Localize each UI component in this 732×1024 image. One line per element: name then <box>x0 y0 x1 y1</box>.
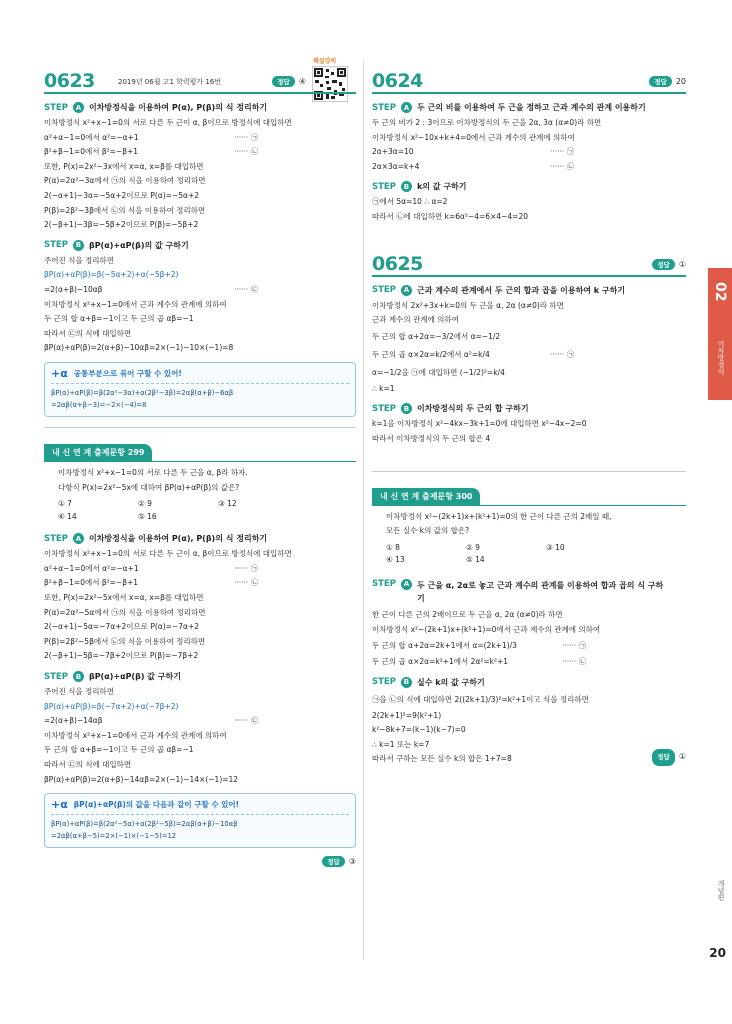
solution-line <box>372 313 686 328</box>
line-text: βP(α)+αP(β)=β(−7α+2)+α(−7β+2) <box>44 701 179 711</box>
solution-line <box>372 709 686 724</box>
equation-marker: ······ ㉢ <box>234 284 259 294</box>
line-text: 주어진 식을 정리하면 <box>44 255 114 265</box>
step-a-body <box>44 547 356 664</box>
line-text: α=−1/2을 ㉠에 대입하면 (−1/2)²=k/4 <box>372 367 505 377</box>
step-title: k의 값 구하기 <box>416 182 467 192</box>
choice-2[interactable]: ② 9 <box>138 499 152 509</box>
line-text: ㉠에서 5α=10 ∴ α=2 <box>372 197 448 207</box>
tip-line: =2αβ(α+β−3)=−2×(−4)=8 <box>51 400 147 409</box>
step-b-heading <box>372 677 686 688</box>
solution-line <box>372 637 686 655</box>
line-text: α²+α−1=0에서 α²=−α+1 <box>44 132 139 142</box>
solution-line <box>372 738 686 753</box>
line-text: α²+α−1=0에서 α²=−α+1 <box>44 563 139 573</box>
answer-badge <box>272 76 306 87</box>
step-a-body <box>372 116 686 174</box>
solution-line <box>44 174 356 189</box>
choice-5[interactable]: ⑤ 14 <box>466 555 485 565</box>
line-text: ㉠을 ㉡의 식에 대입하면 2((2k+1)/3)²=k²+1이고 식을 정리하면 <box>372 694 589 704</box>
line-text: 한 근이 다른 근의 2배이므로 두 근을 α, 2α (α≠0)라 하면 <box>372 609 563 619</box>
solution-line <box>372 723 686 738</box>
line-text: 두 근의 비가 2 : 3이므로 이차방정식의 두 근을 2α, 3α (α≠0)라 하면 <box>372 118 602 127</box>
line-text: β²+β−1=0에서 β²=−β+1 <box>44 578 139 588</box>
step-b-body <box>372 691 686 767</box>
step-b-body <box>372 195 686 224</box>
solution-line <box>372 131 686 146</box>
line-text: 두 근의 합 α+β=−1이고 두 근의 곱 αβ=−1 <box>44 314 194 324</box>
solution-line <box>372 382 686 397</box>
line-text: 2α+3α=10 <box>372 147 414 157</box>
tip-box <box>44 793 356 848</box>
related-problem-title: 내 신 연 계 출제문항 299 <box>44 444 152 462</box>
problem-0623-header <box>44 64 356 94</box>
solution-line <box>372 655 686 670</box>
tip-title: βP(α)+αP(β)의 값을 다음과 같이 구할 수 있어! <box>73 800 240 810</box>
solution-line <box>44 327 356 342</box>
line-text: 또한, P(x)=2x²−3x에서 x=α, x=β를 대입하면 <box>44 161 204 171</box>
line-text: =2(α+β)−10αβ <box>44 284 103 294</box>
answer-tag: 정답 <box>272 76 295 87</box>
step-label: STEP <box>372 578 396 589</box>
line-text: 따라서 이차방정식의 두 근의 합은 4 <box>372 433 491 443</box>
line-text: 2α×3α=k+4 <box>372 161 420 171</box>
line-text: ∴ k=1 <box>372 383 395 393</box>
section-divider <box>44 427 356 428</box>
line-text: 따라서 ㉢의 식에 대입하면 <box>44 328 132 338</box>
related-answer <box>44 856 356 867</box>
related-problem-300-header <box>372 488 686 506</box>
line-text: 따라서 구하는 모든 실수 k의 합은 1+7=8 <box>372 754 512 764</box>
line-text: 이차방정식 2x²+3x+k=0의 두 근을 α, 2α (α≠0)라 하면 <box>372 300 564 310</box>
solution-line <box>44 116 356 131</box>
line-text: βP(α)+αP(β)=2(α+β)−14αβ=2×(−1)−14×(−1)=12 <box>44 774 239 784</box>
equation-marker: ······ ㉠ <box>562 641 587 651</box>
equation-marker: ······ ㉡ <box>550 161 575 171</box>
page-number: 20 <box>709 946 726 960</box>
tip-title: 공통부분으로 묶어 구할 수 있어! <box>73 368 182 378</box>
step-letter-badge: A <box>401 579 412 590</box>
step-letter-badge: A <box>401 285 412 296</box>
tip-header <box>51 367 349 384</box>
choice-2[interactable]: ② 9 <box>466 542 480 552</box>
step-title: βP(α)+αP(β) 값 구하기 <box>88 672 181 682</box>
solution-line <box>44 298 356 313</box>
tip-header <box>51 798 349 815</box>
solution-line <box>44 576 356 591</box>
step-letter-badge: B <box>401 181 412 192</box>
solution-line <box>44 547 356 562</box>
solution-line <box>372 432 686 447</box>
chapter-tab-number: 02 <box>712 282 728 302</box>
step-title: βP(α)+αP(β)의 값 구하기 <box>88 240 189 250</box>
column-divider <box>363 60 364 960</box>
solution-line <box>44 283 356 298</box>
question-line: 모든 실수 k의 값의 합은? <box>386 526 470 536</box>
related-question <box>372 506 686 539</box>
line-text: k=1을 이차방정식 x²−4kx−3k+1=0에 대입하면 x²−4x−2=0 <box>372 419 587 429</box>
line-text: 따라서 ㉢의 식에 대입하면 <box>44 760 132 769</box>
equation-marker: ······ ㉡ <box>562 657 587 667</box>
equation-marker: ······ ㉡ <box>234 147 259 157</box>
solution-line <box>44 145 356 160</box>
plus-alpha-icon: +α <box>51 366 68 380</box>
answer-value: ③ <box>348 857 356 867</box>
equation-marker: ······ ㉠ <box>550 349 575 359</box>
step-letter-badge: A <box>73 102 84 113</box>
right-column <box>372 64 686 767</box>
line-text: 이차방정식 x²−(2k+1)x+(k²+1)=0에서 근과 계수의 관계에 의하여 <box>372 624 601 634</box>
step-a-body <box>372 608 686 670</box>
answer-value: 20 <box>675 77 686 86</box>
solution-line <box>44 685 356 700</box>
line-text: P(β)=2β²−5β에서 ㉡의 식을 이용하여 정리하면 <box>44 636 206 646</box>
line-text: P(β)=2β²−3β에서 ㉡의 식을 이용하여 정리하면 <box>44 205 206 215</box>
step-b-heading <box>372 181 686 192</box>
solution-line <box>44 606 356 621</box>
step-title: 두 근을 α, 2α로 놓고 근과 계수의 관계를 이용하여 합과 곱의 식 구하기 <box>416 580 664 603</box>
related-problem-title: 내 신 연 계 출제문항 300 <box>372 488 480 506</box>
step-title: 실수 k의 값 구하기 <box>416 677 485 687</box>
solution-line <box>372 417 686 432</box>
line-text: P(α)=2α²−5α에서 ㉠의 식을 이용하여 정리하면 <box>44 607 206 617</box>
line-text: 두 근의 합 α+2α=2k+1에서 α=(2k+1)/3 <box>372 641 517 651</box>
line-text: 주어진 식을 정리하면 <box>44 687 114 697</box>
solution-line <box>44 218 356 233</box>
plus-alpha-icon: +α <box>51 798 68 812</box>
solution-line <box>44 714 356 729</box>
qr-label: 해설강의 <box>313 58 337 65</box>
step-label: STEP <box>372 285 396 296</box>
answer-badge <box>652 259 686 270</box>
line-text: 2(−α+1)−3α=−5α+2이므로 P(α)=−5α+2 <box>44 190 200 200</box>
line-text: 근과 계수의 관계에 의하여 <box>372 315 459 325</box>
step-title: 이차방정식을 이용하여 P(α), P(β)의 식 정리하기 <box>88 103 268 112</box>
step-label: STEP <box>372 677 396 688</box>
choice-5[interactable]: ⑤ 16 <box>138 511 157 521</box>
solution-line <box>372 346 686 364</box>
answer-tag: 정답 <box>652 259 675 270</box>
step-b-body <box>44 254 356 356</box>
chapter-side-label: 이차방정식 <box>717 340 725 375</box>
step-title: 이차방정식의 두 근의 합 구하기 <box>416 404 529 414</box>
line-text: 이차방정식 x²−10x+k+4=0에서 근과 계수의 관계에 의하여 <box>372 132 575 142</box>
book-side-label: 개념편 <box>717 880 725 901</box>
answer-value: ① <box>678 259 686 269</box>
line-text: 2(−α+1)−5α=−7α+2이므로 P(α)=−7α+2 <box>44 622 200 632</box>
step-label: STEP <box>372 102 396 113</box>
solution-line <box>372 116 686 131</box>
equation-marker: ······ ㉡ <box>234 578 259 588</box>
problem-number: 0624 <box>372 70 423 92</box>
step-title: 두 근의 비를 이용하여 두 근을 정하고 근과 계수의 관계 이용하기 <box>416 103 646 112</box>
line-text: ∴ k=1 또는 k=7 <box>372 739 430 749</box>
left-column <box>44 64 356 867</box>
solution-line <box>44 562 356 577</box>
solution-line <box>44 773 356 788</box>
solution-line <box>44 591 356 606</box>
solution-line <box>44 160 356 175</box>
step-letter-badge: B <box>73 671 84 682</box>
step-label: STEP <box>44 102 68 113</box>
related-problem-299-header <box>44 444 356 462</box>
answer-value: ④ <box>298 77 306 86</box>
line-text: 따라서 ㉡에 대입하면 k=6α²−4=6×4−4=20 <box>372 211 529 221</box>
step-b-heading <box>372 403 686 414</box>
equation-marker: ······ ㉠ <box>234 132 259 142</box>
problem-number: 0623 <box>44 70 95 92</box>
choice-4[interactable]: ④ 13 <box>386 555 405 565</box>
solution-line <box>44 743 356 758</box>
step-title: 근과 계수의 관계에서 두 근의 합과 곱을 이용하여 k 구하기 <box>416 285 626 295</box>
step-letter-badge: A <box>401 102 412 113</box>
problem-number: 0625 <box>372 252 423 275</box>
solution-line <box>44 700 356 715</box>
step-label: STEP <box>44 533 68 544</box>
step-a-heading <box>44 102 356 113</box>
problem-source: 2019년 06월 고1 학력평가 16번 <box>118 78 222 86</box>
solution-line <box>44 268 356 283</box>
step-a-body <box>372 299 686 397</box>
line-text: 이차방정식 x²+x−1=0에서 근과 계수의 관계에 의하여 <box>44 299 227 309</box>
answer-badge <box>652 749 686 766</box>
related-question <box>44 462 356 495</box>
solution-line <box>44 312 356 327</box>
step-letter-badge: B <box>401 677 412 688</box>
answer-choices <box>44 495 356 523</box>
solution-line <box>372 691 686 709</box>
choice-1[interactable]: ① 8 <box>386 542 400 552</box>
problem-0624-header <box>372 64 686 94</box>
step-letter-badge: A <box>73 533 84 544</box>
solution-line <box>44 649 356 664</box>
line-text: βP(α)+αP(β)=β(−5α+2)+α(−5β+2) <box>44 270 179 280</box>
equation-marker: ······ ㉠ <box>234 563 259 573</box>
equation-marker: ······ ㉠ <box>550 147 575 157</box>
solution-line <box>372 752 686 767</box>
solution-line <box>44 189 356 204</box>
solution-line <box>44 635 356 650</box>
solution-line <box>44 729 356 744</box>
answer-choices <box>372 539 686 567</box>
tip-line: =2αβ(α+β−5)=2×(−1)×(−1−5)=12 <box>51 832 177 841</box>
step-a-heading <box>372 579 686 605</box>
step-a-heading <box>372 102 686 113</box>
line-text: 두 근의 곱 α×2α=k²+1에서 2α²=k²+1 <box>372 657 509 667</box>
question-line: 이차방정식 x²+x−1=0의 서로 다른 두 근을 α, β라 하자. <box>58 467 248 477</box>
answer-tag: 정답 <box>649 76 672 87</box>
line-text: 이차방정식 x²+x−1=0에서 근과 계수의 관계에 의하여 <box>44 730 227 740</box>
line-text: P(α)=2α²−3α에서 ㉠의 식을 이용하여 정리하면 <box>44 176 206 186</box>
solution-line <box>372 160 686 175</box>
step-label: STEP <box>372 181 396 192</box>
choice-4[interactable]: ④ 14 <box>58 511 77 521</box>
line-text: βP(α)+αP(β)=2(α+β)−10αβ=2×(−1)−10×(−1)=8 <box>44 343 234 353</box>
step-a-heading <box>44 533 356 544</box>
line-text: β²+β−1=0에서 β²=−β+1 <box>44 147 139 157</box>
step-b-body <box>44 685 356 787</box>
answer-badge <box>649 76 686 87</box>
solution-line <box>44 204 356 219</box>
question-line: 이차방정식 x²−(2k+1)x+(k²+1)=0의 한 근이 다른 근의 2배일 때, <box>386 511 612 521</box>
solution-line <box>372 623 686 638</box>
solution-line <box>44 758 356 773</box>
line-text: k²−8k+7=(k−1)(k−7)=0 <box>372 725 466 735</box>
tip-box <box>44 362 356 417</box>
answer-tag: 정답 <box>652 749 675 766</box>
line-text: 두 근의 합 α+2α=−3/2에서 α=−1/2 <box>372 331 501 341</box>
step-b-heading <box>44 671 356 682</box>
line-text: 2(−β+1)−5β=−7β+2이므로 P(β)=−7β+2 <box>44 651 199 661</box>
step-label: STEP <box>44 240 68 251</box>
solution-line <box>372 210 686 225</box>
solution-line <box>372 328 686 346</box>
step-label: STEP <box>44 671 68 682</box>
tip-line: βP(α)+αP(β)=β(2α²−5α)+α(2β²−5β)=2αβ(α+β)−10αβ <box>51 820 238 829</box>
question-line: 다항식 P(x)=2x²−5x에 대하여 βP(α)+αP(β)의 값은? <box>58 482 240 492</box>
problem-0625-header <box>372 247 686 277</box>
line-text: 두 근의 곱 α×2α=k/2에서 α²=k/4 <box>372 349 490 359</box>
solution-line <box>44 254 356 269</box>
solution-line <box>44 131 356 146</box>
solution-line <box>44 341 356 356</box>
step-a-body <box>44 116 356 233</box>
choice-3[interactable]: ③ 12 <box>218 499 237 509</box>
solution-line <box>372 608 686 623</box>
answer-value: ① <box>678 752 686 762</box>
step-b-body <box>372 417 686 446</box>
tip-line: βP(α)+αP(β)=β(2α²−3α)+α(2β²−3β)=2αβ(α+β)−6αβ <box>51 388 234 397</box>
choice-1[interactable]: ① 7 <box>58 499 72 509</box>
step-a-heading <box>372 285 686 296</box>
line-text: 2(−β+1)−3β=−5β+2이므로 P(β)=−5β+2 <box>44 220 199 230</box>
step-label: STEP <box>372 403 396 414</box>
solution-line <box>372 299 686 314</box>
step-letter-badge: B <box>73 240 84 251</box>
step-b-heading <box>44 240 356 251</box>
step-title: 이차방정식을 이용하여 P(α), P(β)의 식 정리하기 <box>88 534 268 544</box>
line-text: 2(2k+1)²=9(k²+1) <box>372 710 442 720</box>
choice-3[interactable]: ③ 10 <box>546 542 565 552</box>
line-text: 두 근의 합 α+β=−1이고 두 근의 곱 αβ=−1 <box>44 745 194 755</box>
line-text: 이차방정식 x²+x−1=0의 서로 다른 두 근이 α, β이므로 방정식에 대입하면 <box>44 118 292 127</box>
solution-line <box>372 195 686 210</box>
line-text: 이차방정식 x²+x−1=0의 서로 다른 두 근이 α, β이므로 방정식에 대입하면 <box>44 549 292 559</box>
solution-line <box>372 145 686 160</box>
equation-marker: ······ ㉢ <box>234 716 259 726</box>
answer-tag: 정답 <box>322 856 345 867</box>
solution-line <box>372 364 686 382</box>
step-letter-badge: B <box>401 403 412 414</box>
section-divider <box>372 471 686 472</box>
solution-line <box>44 620 356 635</box>
line-text: =2(α+β)−14αβ <box>44 716 103 726</box>
line-text: 또한, P(x)=2x²−5x에서 x=α, x=β를 대입하면 <box>44 593 204 603</box>
